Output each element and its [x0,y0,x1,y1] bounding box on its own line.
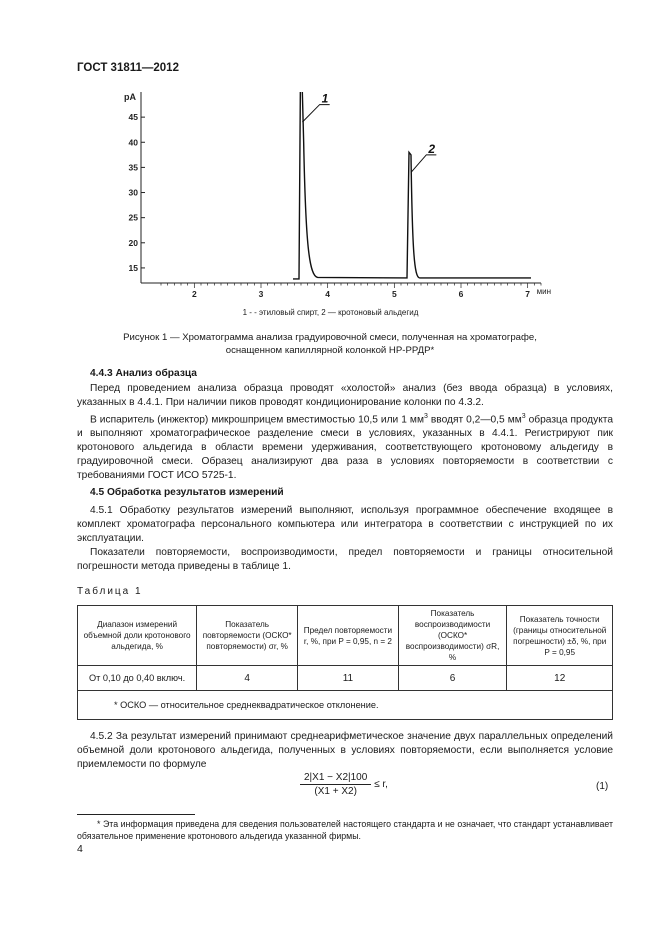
table-note-row [78,691,613,720]
p2-part-c: образца продукта и выполняют хроматографическое разделение смеси в условиях, указанных в 4.4.1. Регистрируют пик кротонового альдегида в области времени удерживания, соответствующего кротоновому альдегиду в градуировочной смеси. Образец анализируют два раза в условиях повторяемости в соответствии с требованиями ГОСТ ИСО 5725-1. [77,414,613,482]
figure-caption-line2: оснащенном капиллярной колонкой HP-РРДР* [225,345,435,356]
chromatogram-trace [293,92,531,279]
footnote-divider [77,814,195,815]
p2-part-a: В испаритель (инжектор) микрошприцем вместимостью 10,5 или 1 мм [90,414,424,426]
x-tick-label: 2 [191,289,197,299]
section-443-paragraph-2 [77,410,613,483]
table-note: * ОСКО — относительное среднеквадратическое отклонение. [78,691,613,720]
y-axis-label: pA [124,92,136,102]
formula-fraction [300,772,371,797]
y-tick-label: 30 [128,187,138,198]
y-tick-label: 25 [128,212,138,223]
peak-leader-line [302,105,329,123]
figure-legend: 1 - - этиловый спирт, 2 — кротоновый альдегид [242,308,419,317]
section-45-heading: 4.5 Обработка результатов измерений [90,487,284,498]
y-axis-ticks [129,112,145,273]
page-number: 4 [77,843,83,855]
peak-label: 1 [321,91,329,106]
table-cell-repeatability: 4 [197,666,298,691]
x-axis-ticks [161,283,541,299]
table-header-reproducibility: Показатель воспроизводимости (ОСКО* воспроизводимости) σR, % [398,606,507,666]
chromatogram-chart [96,88,556,303]
table-header-range: Диапазон измерений объемной доли кротонового альдегида, % [78,606,197,666]
table-cell-reproducibility: 6 [398,666,507,691]
formula-1 [300,772,388,797]
figure-caption [90,331,570,357]
section-451-paragraph: 4.5.1 Обработку результатов измерений выполняют, используя программное обеспечение входящее в комплект хроматографа персонального компьютера или интегратора в соответствии с инструкцией по их эксплуатации. [77,505,613,544]
p2-part-b: вводят 0,2—0,5 мм [427,414,522,426]
formula-numerator: 2|X1 − X2|100 [300,772,371,785]
x-tick-label: 4 [325,289,331,299]
table-cell-accuracy: 12 [507,666,613,691]
table-cell-range: От 0,10 до 0,40 включ. [78,666,197,691]
y-tick-label: 40 [128,137,138,148]
table-header-limit: Предел повторяемости r, %, при P = 0,95, n = 2 [298,606,399,666]
peak-leader-line [411,155,436,173]
table-header-row [78,606,613,666]
table-header-accuracy: Показатель точности (границы относительной погрешности) ±δ, %, при P = 0,95 [507,606,613,666]
superscript-3b: 3 [521,413,526,420]
footnote: * Эта информация приведена для сведения пользователей настоящего стандарта и не означает, что стандарт устанавливает обязательное применение кротонового альдегида указанной фирмы. [77,819,613,841]
peak-label: 2 [428,141,436,156]
formula-number: (1) [596,781,609,792]
table-header-repeatability: Показатель повторяемости (ОСКО* повторяемости) σr, % [197,606,298,666]
section-452-paragraph: 4.5.2 За результат измерений принимают среднеарифметическое значение двух параллельных определений объемной доли кротонового альдегида, полученных в условиях повторяемости, если выполняется условие приемлемости по формуле [77,731,613,770]
x-tick-label: 7 [525,289,531,299]
peak-labels [302,92,436,173]
x-tick-label: 6 [458,289,464,299]
table-caption: Таблица 1 [77,586,143,597]
document-header: ГОСТ 31811—2012 [77,62,179,74]
x-tick-label: 5 [391,289,397,299]
y-tick-label: 15 [128,262,138,273]
section-443-heading: 4.4.3 Анализ образца [90,368,197,379]
figure-caption-line1: Рисунок 1 — Хроматограмма анализа градуировочной смеси, полученная на хроматографе, [123,332,537,343]
x-axis-label: мин [536,287,551,296]
y-tick-label: 35 [128,162,138,173]
x-tick-label: 3 [258,289,264,299]
formula-rhs: ≤ r, [374,779,388,791]
y-tick-label: 45 [128,112,138,123]
y-tick-label: 20 [128,237,138,248]
table-row [78,666,613,691]
formula-denominator: (X1 + X2) [314,786,357,797]
section-443-paragraph-1: Перед проведением анализа образца проводят «холостой» анализ (без ввода образца) в условиях, указанных в 4.4.1. При наличии пиков проводят кондиционирование колонки по 4.3.2. [77,383,613,408]
superscript-3a: 3 [423,413,428,420]
section-45-paragraph-2: Показатели повторяемости, воспроизводимости, предел повторяемости и границы относительной погрешности метода приведены в таблице 1. [77,547,613,572]
table-cell-limit: 11 [298,666,399,691]
table-1 [77,605,613,720]
